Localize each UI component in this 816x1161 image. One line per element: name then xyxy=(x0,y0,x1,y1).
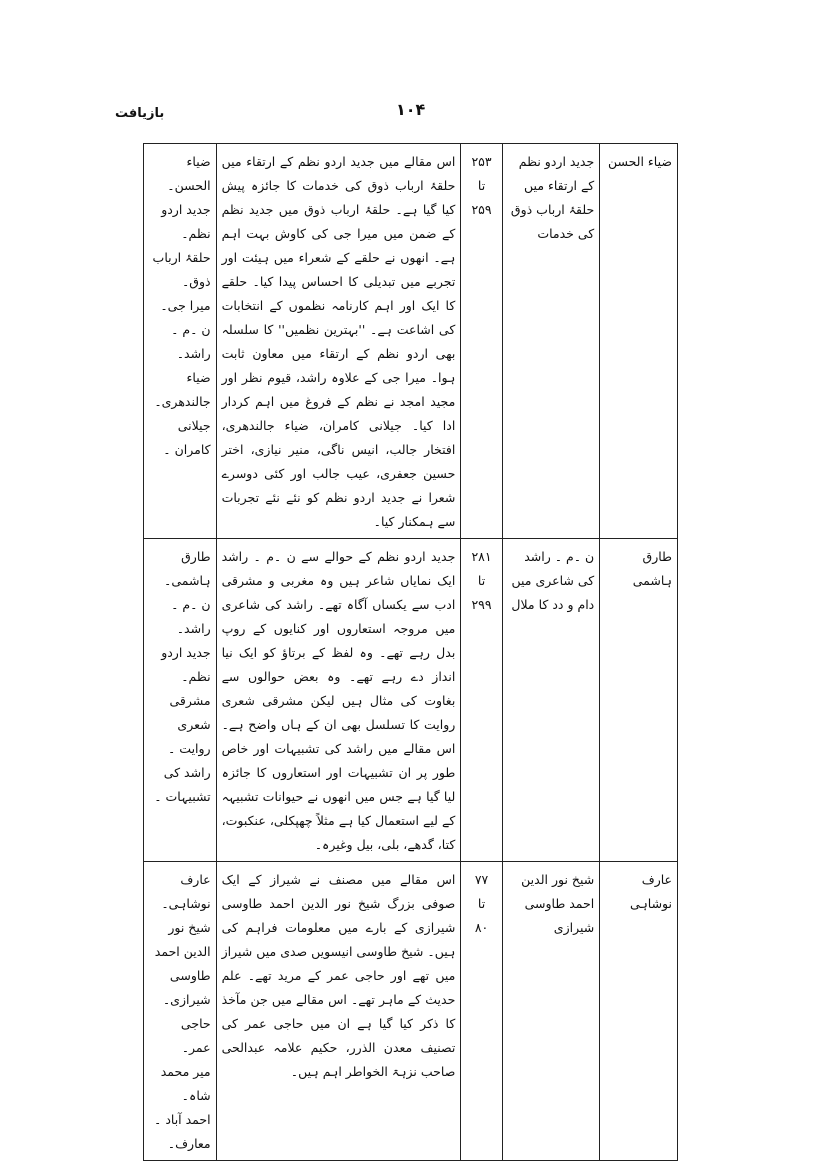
keyword: ن ۔م ۔ راشد۔ xyxy=(171,322,211,361)
pages-cell xyxy=(461,862,502,1161)
table-row xyxy=(144,144,678,539)
page-number: ۱۰۴ xyxy=(396,100,426,119)
keyword: میرا جی۔ xyxy=(160,298,211,313)
keyword: جدید اردو نظم۔ xyxy=(161,202,211,241)
page-to: تا xyxy=(477,896,486,911)
keywords-cell xyxy=(144,539,217,862)
page-to: تا xyxy=(477,573,486,588)
author-cell: عارف نوشاہی xyxy=(600,862,678,1161)
article-index-table xyxy=(143,143,678,1161)
page-start: ۷۷ xyxy=(474,872,489,887)
page-end: ۲۵۹ xyxy=(471,202,492,217)
author-cell: ضیاء الحسن xyxy=(600,144,678,539)
page-end: ۸۰ xyxy=(474,920,489,935)
keyword: راشد کی تشبیہات ۔ xyxy=(154,765,211,804)
keyword: حاجی عمر۔ xyxy=(180,1016,211,1055)
keyword: میر محمد شاہ۔ xyxy=(160,1064,211,1103)
keyword: طاوسی شیرازی۔ xyxy=(162,968,211,1007)
page-start: ۲۸۱ xyxy=(471,549,492,564)
author-cell: طارق ہاشمی xyxy=(600,539,678,862)
summary-cell: اس مقالے میں مصنف نے شیراز کے ایک صوفی بزرگ شیخ نور الدین احمد طاوسی شیرازی کے بارے میں معلومات فراہم کی ہیں۔ شیخ طاوسی انیسویں صدی میں شیراز میں تھے اور حاجی عمر کے مرید تھے۔ علم حدیث کے ماہر تھے۔ اس مقالے میں جن مآخذ کا ذکر کیا گیا ہے ان میں حاجی عمر کی تصنیف معدن الذرر، حکیم علامہ عبدالحی صاحب نزہۃ الخواطر اہم ہیں۔ xyxy=(216,862,461,1161)
keyword: ن ۔م ۔ راشد۔ xyxy=(171,597,211,636)
journal-name: بازیافت xyxy=(115,106,165,121)
pages-cell xyxy=(461,144,502,539)
keyword: احمد آباد ۔ معارف۔ xyxy=(154,1112,211,1151)
keyword: جیلانی کامران ۔ xyxy=(163,418,211,457)
table-row xyxy=(144,862,678,1161)
pages-cell xyxy=(461,539,502,862)
keyword: ضیاء جالندھری۔ xyxy=(154,370,211,409)
title-cell: جدید اردو نظم کے ارتقاء میں حلقۂ ارباب ذوق کی خدمات xyxy=(502,144,599,539)
table-row xyxy=(144,539,678,862)
keyword: مشرقی شعری روایت ۔ xyxy=(168,693,211,756)
keyword: حلقۂ ارباب ذوق۔ xyxy=(152,250,211,289)
summary-cell: اس مقالے میں جدید اردو نظم کے ارتقاء میں حلقۂ ارباب ذوق کی خدمات کا جائزہ پیش کیا گیا ہے۔ حلقۂ ارباب ذوق میں جدید نظم کے ضمن میں میرا جی کی کاوش بہت اہم ہے۔ انھوں نے حلقے کے شعراء میں ہیئت اور تجربے میں تبدیلی کا احساس پیدا کیا۔ حلقے کا ایک اور اہم کارنامہ نظموں کے انتخابات کی اشاعت ہے۔ ''بہترین نظمیں'' کا سلسلہ بھی اردو نظم کے ارتقاء میں معاون ثابت ہوا۔ میرا جی کے علاوہ راشد، قیوم نظر اور مجید امجد نے نظم کے فروغ میں اہم کردار ادا کیا۔ جیلانی کامران، ضیاء جالندھری، افتخار جالب، انیس ناگی، منیر نیازی، اختر حسین جعفری، عیب جالب اور کئی دوسرے شعرا نے جدید اردو نظم کو نئے نئے تجربات سے ہمکنار کیا۔ xyxy=(216,144,461,539)
title-cell: شیخ نور الدین احمد طاوسی شیرازی xyxy=(502,862,599,1161)
keyword: عارف نوشاہی۔ xyxy=(161,872,211,911)
keyword: شیخ نور الدین احمد xyxy=(154,920,211,959)
keyword: طارق ہاشمی۔ xyxy=(164,549,211,588)
keyword: ضیاء الحسن۔ xyxy=(167,154,211,193)
keywords-cell xyxy=(144,144,217,539)
page-start: ۲۵۳ xyxy=(471,154,492,169)
keyword: جدید اردو نظم۔ xyxy=(161,645,211,684)
page-end: ۲۹۹ xyxy=(471,597,492,612)
keywords-cell xyxy=(144,862,217,1161)
page-to: تا xyxy=(477,178,486,193)
summary-cell: جدید اردو نظم کے حوالے سے ن ۔م ۔ راشد ایک نمایاں شاعر ہیں وہ مغربی و مشرقی ادب سے یکساں آگاہ تھے۔ راشد کی شاعری میں مروجہ استعاروں اور کنایوں کے روپ بدل رہے تھے۔ وہ لفظ کے برتاؤ کو ایک نیا انداز دے رہے تھے۔ وہ بعض حوالوں سے بغاوت کی مثال ہیں لیکن مشرقی شعری روایت کا تسلسل بھی ان کے ہاں واضح ہے۔ اس مقالے میں راشد کی تشبیہات اور خاص طور پر ان تشبیہات اور استعاروں کا جائزہ لیا گیا ہے جس میں انھوں نے حیوانات تشبیہہ کے لیے استعمال کیا ہے مثلاً چھپکلی، عنکبوت، کتا، گدھے، بلی، بیل وغیرہ۔ xyxy=(216,539,461,862)
title-cell: ن ۔م ۔ راشد کی شاعری میں دام و دد کا ملال xyxy=(502,539,599,862)
